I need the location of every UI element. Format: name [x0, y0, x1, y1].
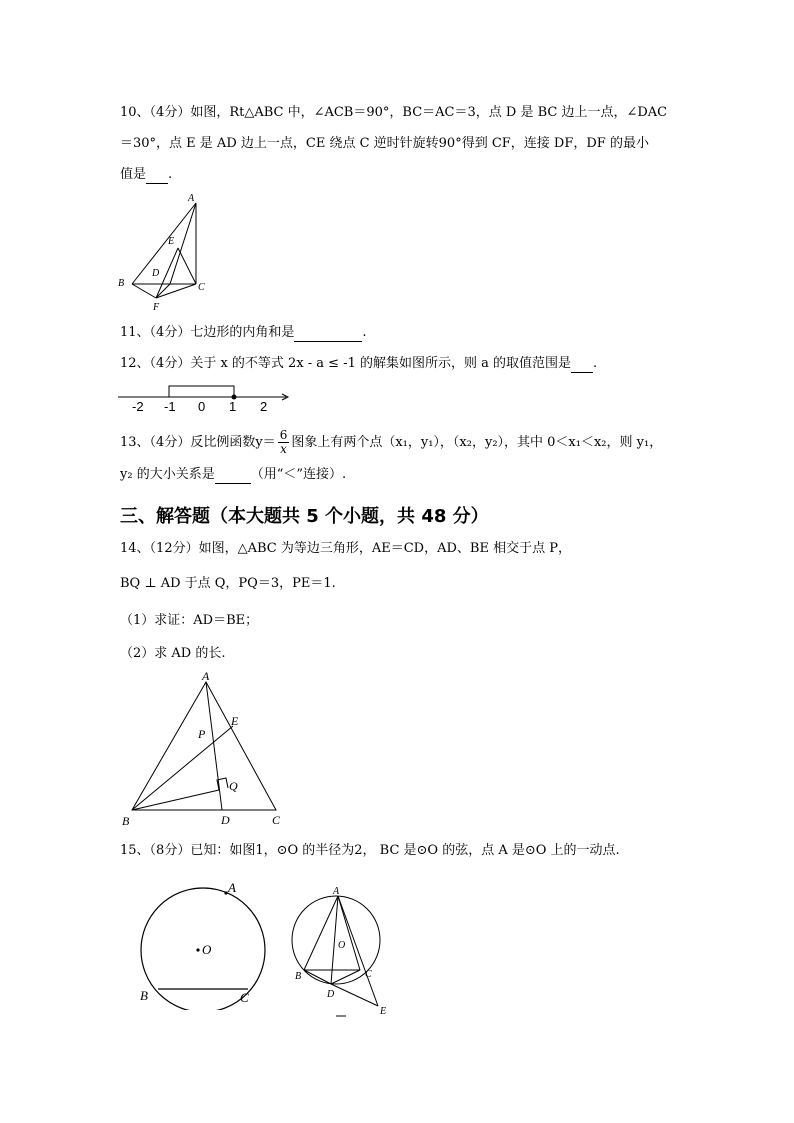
label-B: B [140, 988, 148, 1003]
answer-blank [571, 359, 593, 373]
label-A: A [333, 886, 340, 897]
center-point [196, 948, 199, 951]
tick-label: 1 [229, 399, 237, 414]
q14-line2: BQ ⊥ AD 于点 Q，PQ＝3，PE＝1. [120, 576, 336, 591]
tick-label: -1 [164, 399, 176, 414]
label-Q: Q [229, 779, 238, 793]
q10-line1: 10、（4分）如图，Rt△ABC 中，∠ACB＝90°，BC＝AC＝3，点 D 是 BC 边上一点，∠DAC [120, 105, 668, 120]
label-D: D [221, 813, 230, 827]
q15-figure-2 [288, 882, 398, 1022]
tick-label: 2 [260, 399, 268, 414]
label-O: O [202, 942, 212, 957]
q14-part2: （2）求 AD 的长. [120, 646, 226, 661]
label-C: C [240, 990, 249, 1005]
label-D: D [152, 268, 160, 279]
label-C: C [198, 282, 205, 293]
label-D: D [327, 989, 335, 1000]
fraction: $\frac{6}{x}$ [279, 428, 288, 456]
answer-blank [146, 170, 168, 184]
q13-line1: 13、（4分）反比例函数y＝ $\frac{6}{x}$ 图象上有两个点（x₁，y₁），（x₂，y₂），其中 0＜x₁＜x₂，则 y₁， [120, 428, 663, 456]
label-B: B [122, 814, 130, 828]
label-C: C [272, 813, 281, 827]
q14-part1: （1）求证：AD＝BE； [120, 613, 259, 628]
label-C: C [365, 969, 372, 980]
label-B: B [118, 278, 125, 289]
answer-blank [215, 470, 251, 484]
q10-line2: ＝30°，点 E 是 AD 边上一点，CE 绕点 C 逆时针旋转90°得到 CF，连接 DF，DF 的最小 [120, 136, 649, 151]
q14-figure [118, 668, 298, 830]
label-O: O [338, 940, 346, 951]
label-E: E [168, 236, 175, 247]
section-heading: 三、解答题（本大题共 5 个小题，共 48 分） [120, 506, 489, 527]
q11-line: 11、（4分）七边形的内角和是 . [120, 325, 367, 340]
q13-line2: y₂ 的大小关系是 （用“＜”连接）. [120, 467, 347, 482]
label-A: A [228, 880, 236, 895]
label-E: E [231, 714, 239, 728]
q15-line1: 15、（8分）已知：如图1，⊙O 的半径为2， BC 是⊙O 的弦，点 A 是⊙O 上的一动点. [120, 843, 620, 858]
number-line [116, 380, 296, 416]
q10-line3: 值是 . [120, 167, 173, 182]
answer-blank [294, 328, 362, 342]
tick-label: 0 [198, 399, 206, 414]
tick-label: -2 [132, 399, 144, 414]
label-B: B [295, 971, 302, 982]
label-A: A [202, 669, 210, 683]
label-E: E [380, 1006, 387, 1017]
label-A: A [188, 193, 195, 204]
q10-figure [112, 190, 212, 315]
label-P: P [198, 727, 206, 741]
label-F: F [153, 302, 160, 313]
q15-figure-1 [130, 880, 270, 1010]
q12-line: 12、（4分）关于 x 的不等式 2x - a ≤ -1 的解集如图所示，则 a 的取值范围是 . [120, 356, 598, 371]
q14-line1: 14、（12分）如图，△ABC 为等边三角形，AE＝CD，AD、BE 相交于点 P， [120, 541, 571, 556]
